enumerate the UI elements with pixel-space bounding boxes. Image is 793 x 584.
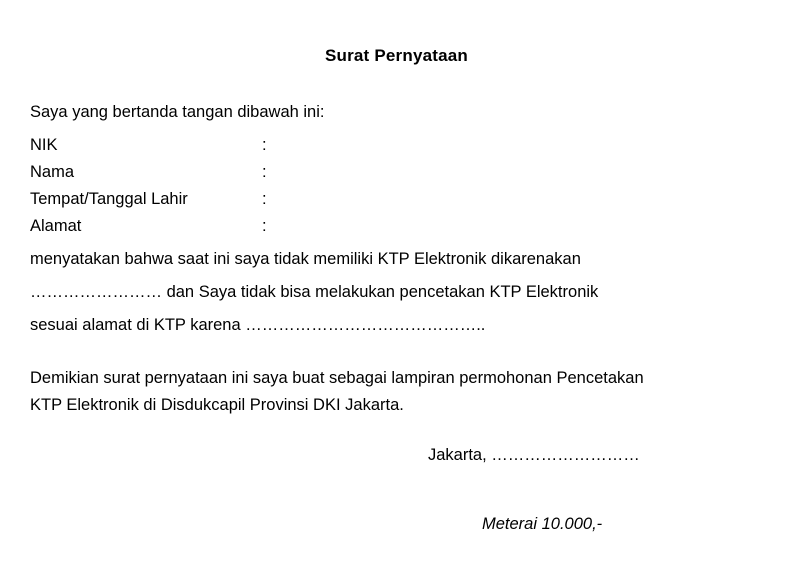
field-colon-alamat: :	[262, 217, 267, 235]
field-colon-tempat-tanggal-lahir: :	[262, 190, 267, 208]
statement-line-1: menyatakan bahwa saat ini saya tidak memiliki KTP Elektronik dikarenakan	[30, 250, 581, 268]
field-row-alamat	[30, 213, 763, 240]
field-row-tempat-tanggal-lahir	[30, 186, 763, 213]
statement-line-2: …………………… dan Saya tidak bisa melakukan pencetakan KTP Elektronik	[30, 283, 599, 301]
field-label-tempat-tanggal-lahir: Tempat/Tanggal Lahir	[30, 190, 188, 208]
field-colon-nama: :	[262, 163, 267, 181]
field-row-nik	[30, 132, 763, 159]
intro-text: Saya yang bertanda tangan dibawah ini:	[30, 103, 325, 121]
statement-line-3: sesuai alamat di KTP karena ……………………………………..	[30, 316, 486, 334]
document-page	[0, 46, 793, 584]
field-colon-nik: :	[262, 136, 267, 154]
place-date-line: Jakarta, ………………………	[428, 446, 640, 464]
closing-paragraph	[30, 365, 763, 419]
field-label-alamat: Alamat	[30, 217, 82, 235]
stamp-duty-note: Meterai 10.000,-	[482, 515, 603, 533]
field-row-nama	[30, 159, 763, 186]
closing-line-2: KTP Elektronik di Disdukcapil Provinsi DKI Jakarta.	[30, 396, 404, 414]
identity-fields	[30, 132, 763, 240]
field-label-nik: NIK	[30, 136, 58, 154]
page-title: Surat Pernyataan	[324, 46, 469, 65]
field-label-nama: Nama	[30, 163, 75, 181]
closing-line-1: Demikian surat pernyataan ini saya buat sebagai lampiran permohonan Pencetakan	[30, 369, 644, 387]
